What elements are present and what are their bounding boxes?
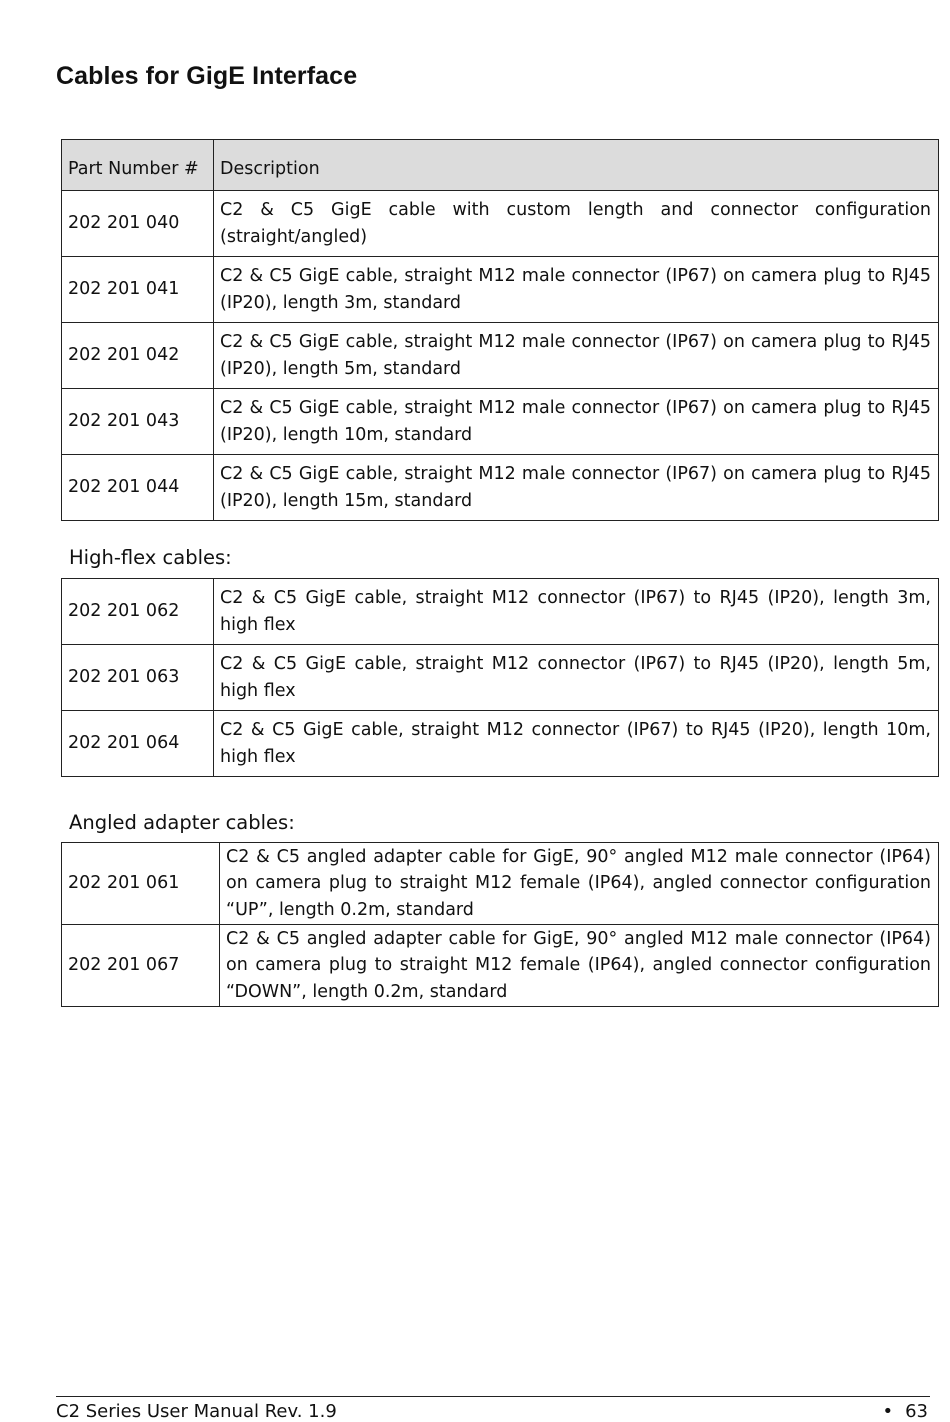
header-description: Description [214,140,939,191]
part-number-cell: 202 201 043 [62,389,214,455]
description-cell: C2 & C5 GigE cable, straight M12 connector (IP67) to RJ45 (IP20), length 3m, high flex [214,579,939,645]
part-number-cell: 202 201 063 [62,645,214,711]
part-number-cell: 202 201 061 [62,843,220,925]
description-cell: C2 & C5 GigE cable, straight M12 connector (IP67) to RJ45 (IP20), length 5m, high flex [214,645,939,711]
part-number-cell: 202 201 064 [62,711,214,777]
angled-caption: Angled adapter cables: [69,811,295,834]
page-number: 63 [905,1401,928,1422]
table-row [62,191,939,257]
table-row [62,925,939,1007]
description-cell: C2 & C5 angled adapter cable for GigE, 90° angled M12 male connector (IP64) on camera plug to straight M12 female (IP64), angled connector configuration “DOWN”, length 0.2m, standard [220,925,939,1007]
part-number-cell: 202 201 044 [62,455,214,521]
bullet-icon: • [882,1401,894,1422]
description-cell: C2 & C5 GigE cable, straight M12 connector (IP67) to RJ45 (IP20), length 10m, high flex [214,711,939,777]
description-cell: C2 & C5 angled adapter cable for GigE, 90° angled M12 male connector (IP64) on camera plug to straight M12 female (IP64), angled connector configuration “UP”, length 0.2m, standard [220,843,939,925]
footer-divider [56,1396,930,1397]
table-row [62,843,939,925]
table-row [62,389,939,455]
description-cell: C2 & C5 GigE cable, straight M12 male connector (IP67) on camera plug to RJ45 (IP20), length 15m, standard [214,455,939,521]
header-part-number: Part Number # [62,140,214,191]
description-cell: C2 & C5 GigE cable, straight M12 male connector (IP67) on camera plug to RJ45 (IP20), length 5m, standard [214,323,939,389]
part-number-cell: 202 201 062 [62,579,214,645]
part-number-cell: 202 201 042 [62,323,214,389]
table-row [62,579,939,645]
description-cell: C2 & C5 GigE cable with custom length and connector configuration (straight/angled) [214,191,939,257]
footer-manual-title: C2 Series User Manual Rev. 1.9 [56,1401,337,1422]
footer-page [882,1401,928,1422]
cables-table [61,139,939,521]
table-header-row [62,140,939,191]
part-number-cell: 202 201 067 [62,925,220,1007]
part-number-cell: 202 201 041 [62,257,214,323]
table-row [62,711,939,777]
part-number-cell: 202 201 040 [62,191,214,257]
high-flex-table [61,578,939,777]
page-title: Cables for GigE Interface [56,62,358,90]
angled-adapter-table [61,842,939,1007]
table-row [62,455,939,521]
high-flex-caption: High-flex cables: [69,546,232,569]
table-row [62,323,939,389]
description-cell: C2 & C5 GigE cable, straight M12 male connector (IP67) on camera plug to RJ45 (IP20), length 3m, standard [214,257,939,323]
description-cell: C2 & C5 GigE cable, straight M12 male connector (IP67) on camera plug to RJ45 (IP20), length 10m, standard [214,389,939,455]
table-row [62,257,939,323]
table-row [62,645,939,711]
